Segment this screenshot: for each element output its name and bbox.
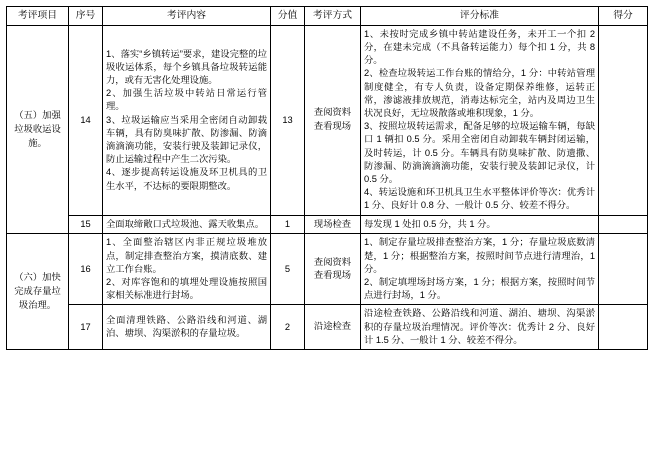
header-obtained-score: 得分 <box>599 7 648 26</box>
cell-scoring-standard: 1、未按时完成乡镇中转站建设任务，未开工一个扣 2 分，在建未完成（不具备转运能力）每个扣 1 分，共 8 分。 2、检查垃圾转运工作台账的情给分，1 分：中转站管理制度健全，有专人负责，设备定期保养维修，运转正常，渗滤液排放规范，消毒达标完全，站内及周边卫生状况良好，无垃圾散落或堆积现象，1 分。 3、按照垃圾转运需求，配备足够的垃圾运输车辆，每缺口 1 辆扣 0.5 分。采用全密闭自动卸载车辆封闭运输，及时转运，计 0.5 分。车辆具有防臭味扩散、防遗撒、防渗漏、防滴滴滴滴功能，安装行驶及装卸记录仪，计 0.5 分。 4、转运设施和环卫机具卫生水平整体评价等次：优秀计 1 分、良好计 0.8 分、一般计 0.5 分、较差不得分。 <box>361 25 599 215</box>
header-serial-no: 序号 <box>69 7 103 26</box>
table-row <box>7 305 648 350</box>
cell-score-value: 13 <box>271 25 305 215</box>
cell-eval-method: 查阅资料 查看现场 <box>305 234 361 305</box>
cell-eval-item: （六）加快完成存量垃圾治理。 <box>7 234 69 350</box>
cell-serial-no: 14 <box>69 25 103 215</box>
cell-eval-content: 全面清理铁路、公路沿线和河道、湖泊、塘坝、沟渠淤积的存量垃圾。 <box>103 305 271 350</box>
cell-serial-no: 15 <box>69 215 103 234</box>
cell-eval-content: 1、落实“乡镇转运”要求，建设完整的垃圾收运体系，每个乡镇具备垃圾转运能力，或有无害化处理设施。 2、加强生活垃圾中转站日常运行管理。 3、垃圾运输应当采用全密闭自动卸载车辆，具有防臭味扩散、防渗漏、防滴滴滴滴功能，安装行驶及装卸记录仪，防止运输过程中产生二次污染。 4、逐步提高转运设施及环卫机具的卫生水平，不达标的要限期整改。 <box>103 25 271 215</box>
header-score-value: 分值 <box>271 7 305 26</box>
header-eval-item: 考评项目 <box>7 7 69 26</box>
table-header-row <box>7 7 648 26</box>
cell-obtained-score[interactable] <box>599 215 648 234</box>
table-row <box>7 234 648 305</box>
cell-eval-content: 全面取缔敞口式垃圾池、露天收集点。 <box>103 215 271 234</box>
header-eval-method: 考评方式 <box>305 7 361 26</box>
table-row <box>7 215 648 234</box>
cell-score-value: 2 <box>271 305 305 350</box>
cell-score-value: 1 <box>271 215 305 234</box>
cell-eval-content: 1、全面整治辖区内非正规垃圾堆放点，制定排查整治方案，摸清底数、建立工作台账。 2、对库容饱和的填埋处理设施按照国家相关标准进行封场。 <box>103 234 271 305</box>
cell-obtained-score[interactable] <box>599 25 648 215</box>
cell-scoring-standard: 沿途检查铁路、公路沿线和河道、湖泊、塘坝、沟渠淤积的存量垃圾治理情况。评价等次：优秀计 2 分、良好计 1.5 分、一般计 1 分、较差不得分。 <box>361 305 599 350</box>
cell-scoring-standard: 每发现 1 处扣 0.5 分，共 1 分。 <box>361 215 599 234</box>
cell-obtained-score[interactable] <box>599 234 648 305</box>
header-scoring-standard: 评分标准 <box>361 7 599 26</box>
evaluation-table <box>6 6 648 350</box>
cell-eval-method: 查阅资料 查看现场 <box>305 25 361 215</box>
table-body <box>7 25 648 349</box>
cell-serial-no: 16 <box>69 234 103 305</box>
header-eval-content: 考评内容 <box>103 7 271 26</box>
cell-obtained-score[interactable] <box>599 305 648 350</box>
table-row <box>7 25 648 215</box>
cell-eval-item: （五）加强垃圾收运设施。 <box>7 25 69 234</box>
cell-eval-method: 现场检查 <box>305 215 361 234</box>
cell-serial-no: 17 <box>69 305 103 350</box>
cell-scoring-standard: 1、制定存量垃圾排查整治方案，1 分；存量垃圾底数清楚，1 分；根据整治方案，按照时间节点进行清理治，1 分。 2、制定填埋场封场方案，1 分；根据方案，按照时间节点进行封场，1 分。 <box>361 234 599 305</box>
cell-score-value: 5 <box>271 234 305 305</box>
cell-eval-method: 沿途检查 <box>305 305 361 350</box>
